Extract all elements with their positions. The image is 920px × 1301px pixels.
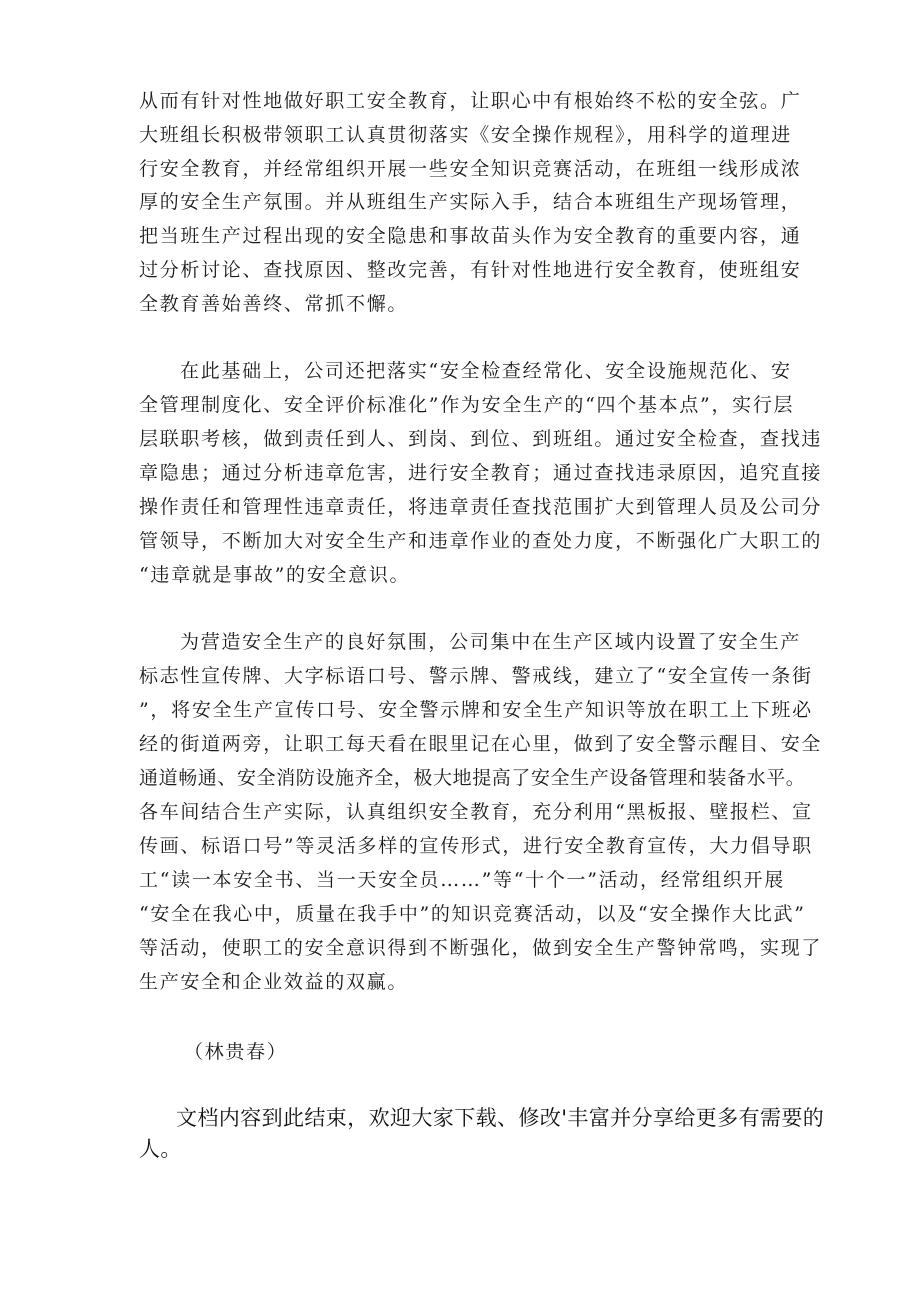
author-signature: （林贵春） [184, 1041, 288, 1063]
paragraph-2-line-1: 在此基础上，公司还把落实“安全检查经常化、安全设施规范化、安 [180, 360, 792, 382]
paragraph-1-line-3: 行安全教育，并经常组织开展一些安全知识竞赛活动，在班组一线形成浓 [139, 158, 802, 180]
paragraph-1-line-6: 过分析讨论、查找原因、整改完善，有针对性地进行安全教育，使班组安 [139, 259, 802, 281]
paragraph-1-line-5: 把当班生产过程出现的安全隐患和事故苗头作为安全教育的重要内容，通 [139, 225, 802, 247]
paragraph-3-line-9: “安全在我心中，质量在我手中”的知识竞赛活动，以及“安全操作大比武” [139, 903, 806, 925]
paragraph-3-line-8: 工“读一本安全书、当一天安全员……”等“十个一”活动，经常组织开展 [139, 869, 785, 891]
paragraph-1-line-2: 大班组长积极带领职工认真贯彻落实《安全操作规程》，用科学的道理进 [139, 124, 792, 146]
paragraph-1-line-4: 厚的安全生产氛围。并从班组生产实际入手，结合本班组生产现场管理， [139, 191, 802, 213]
paragraph-3-line-3: ”，将安全生产宣传口号、安全警示牌和安全生产知识等放在职工上下班必 [139, 699, 813, 721]
paragraph-2-line-6: 管领导，不断加大对安全生产和违章作业的查处力度，不断强化广大职工的 [139, 530, 823, 552]
paragraph-3-line-4: 经的街道两旁，让职工每天看在眼里记在心里，做到了安全警示醒目、安全 [139, 733, 823, 755]
paragraph-3-line-1: 为营造安全生产的良好氛围，公司集中在生产区域内设置了安全生产 [180, 631, 802, 653]
paragraph-2-line-4: 章隐患；通过分析违章危害，进行安全教育；通过查找违录原因，追究直接 [139, 462, 823, 484]
paragraph-2-line-7: “违章就是事故”的安全意识。 [139, 564, 411, 586]
paragraph-3-line-7: 传画、标语口号”等灵活多样的宣传形式，进行安全教育宣传，大力倡导职 [139, 835, 813, 857]
paragraph-2-line-2: 全管理制度化、安全评价标准化”作为安全生产的“四个基本点”，实行层 [139, 394, 795, 416]
paragraph-3-line-10: 等活动，使职工的安全意识得到不断强化，做到安全生产警钟常鸣，实现了 [139, 937, 823, 959]
paragraph-2-line-3: 层联职考核，做到责任到人、到岗、到位、到班组。通过安全检查，查找违 [139, 428, 823, 450]
paragraph-1-line-1: 从而有针对性地做好职工安全教育，让职心中有根始终不松的安全弦。广 [139, 90, 802, 112]
paragraph-3-line-11: 生产安全和企业效益的双赢。 [139, 971, 409, 993]
closing-note-line-2: 人。 [139, 1137, 182, 1161]
paragraph-3-line-2: 标志性宣传牌、大字标语口号、警示牌、警戒线，建立了“安全宣传一条街 [139, 665, 813, 687]
closing-note-line-1: 文档内容到此结束，欢迎大家下载、修改'丰富并分享给更多有需要的 [176, 1106, 825, 1130]
paragraph-3-line-5: 通道畅通、安全消防设施齐全，极大地提高了安全生产设备管理和装备水平。 [139, 767, 806, 789]
paragraph-2-line-5: 操作责任和管理性违章责任，将违章责任查找范围扩大到管理人员及公司分 [139, 496, 823, 518]
paragraph-3-line-6: 各车间结合生产实际，认真组织安全教育，充分利用“黑板报、壁报栏、宣 [139, 801, 813, 823]
paragraph-1-line-7: 全教育善始善终、常抓不懈。 [139, 293, 409, 315]
